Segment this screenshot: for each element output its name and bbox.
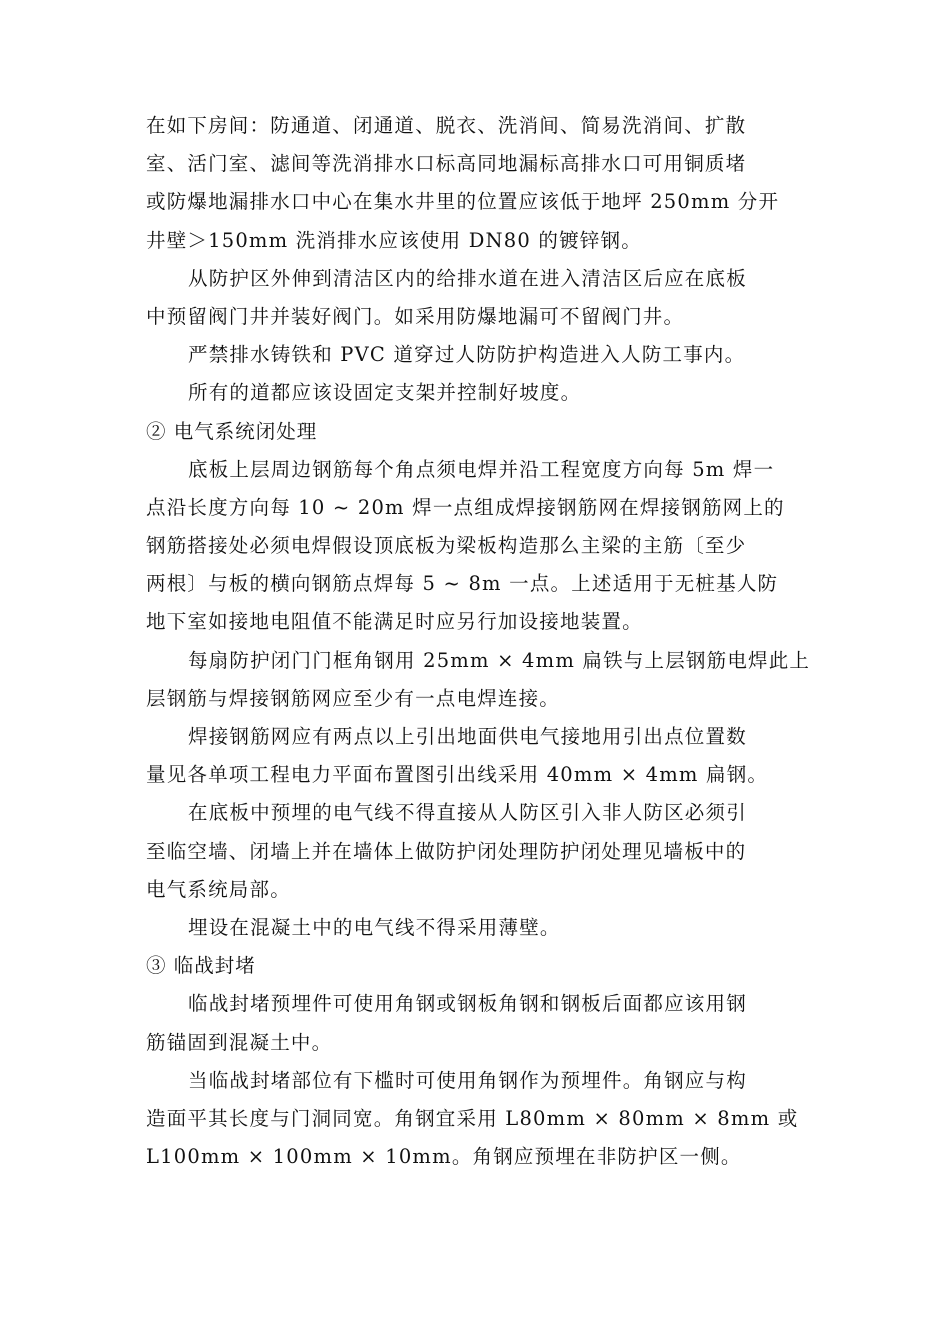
body-text-line: 电气系统局部。 <box>146 877 291 901</box>
paragraph-first-line: 所有的道都应该设固定支架并控制好坡度。 <box>188 381 582 405</box>
body-text-line: 量见各单项工程电力平面布置图引出线采用 40mm × 4mm 扁钢。 <box>146 763 769 787</box>
body-text-line: 在如下房间：防通道、闭通道、脱衣、洗消间、简易洗消间、扩散 <box>146 114 747 137</box>
body-text-line: 或防爆地漏排水口中心在集水井里的位置应该低于地坪 250mm 分开 <box>146 190 780 214</box>
paragraph-first-line: 每扇防护闭门门框角钢用 25mm × 4mm 扁铁与上层钢筋电焊此上 <box>188 648 811 672</box>
paragraph-first-line: 严禁排水铸铁和 PVC 道穿过人防防护构造进入人防工事内。 <box>188 343 746 367</box>
body-text-line: L100mm × 100mm × 10mm。角钢应预埋在非防护区一侧。 <box>146 1145 742 1169</box>
paragraph-first-line: 埋设在混凝土中的电气线不得采用薄壁。 <box>188 915 561 939</box>
body-text-line: 至临空墙、闭墙上并在墙体上做防护闭处理防护闭处理见墙板中的 <box>146 839 747 863</box>
paragraph-first-line: 当临战封堵部位有下槛时可使用角钢作为预埋件。角钢应与构 <box>188 1068 747 1092</box>
paragraph-first-line: 底板上层周边钢筋每个角点须电焊并沿工程宽度方向每 5m 焊一 <box>188 457 775 481</box>
document-page <box>146 107 811 1176</box>
body-text-line: 两根〕与板的横向钢筋点焊每 5 ~ 8m 一点。上述适用于无桩基人防 <box>146 572 779 596</box>
paragraph-first-line: 在底板中预埋的电气线不得直接从人防区引入非人防区必须引 <box>188 801 747 825</box>
paragraph-first-line: 临战封堵预埋件可使用角钢或钢板角钢和钢板后面都应该用钢 <box>188 992 747 1016</box>
body-text-line: 地下室如接地电阻值不能满足时应另行加设接地装置。 <box>146 610 643 634</box>
body-text-line: 井壁＞150mm 洗消排水应该使用 DN80 的镀锌钢。 <box>146 228 642 252</box>
body-text-line: 中预留阀门井并装好阀门。如采用防爆地漏可不留阀门井。 <box>146 304 685 328</box>
body-text-line: 点沿长度方向每 10 ~ 20m 焊一点组成焊接钢筋网在焊接钢筋网上的 <box>146 495 785 519</box>
section-heading-wartime-blocking: ③ 临战封堵 <box>146 954 256 978</box>
body-text-line: 筋锚固到混凝土中。 <box>146 1030 333 1054</box>
paragraph-first-line: 焊接钢筋网应有两点以上引出地面供电气接地用引出点位置数 <box>188 725 747 748</box>
body-text-line: 钢筋搭接处必须电焊假设顶底板为梁板构造那么主梁的主筋〔至少 <box>146 534 747 558</box>
paragraph-first-line: 从防护区外伸到清洁区内的给排水道在进入清洁区后应在底板 <box>188 266 747 290</box>
section-heading-electrical: ② 电气系统闭处理 <box>146 419 318 443</box>
body-text-line: 室、活门室、滤间等洗消排水口标高同地漏标高排水口可用铜质堵 <box>146 152 747 176</box>
body-text-line: 造面平其长度与门洞同宽。角钢宜采用 L80mm × 80mm × 8mm 或 <box>146 1106 799 1130</box>
body-text-line: 层钢筋与焊接钢筋网应至少有一点电焊连接。 <box>146 686 561 710</box>
